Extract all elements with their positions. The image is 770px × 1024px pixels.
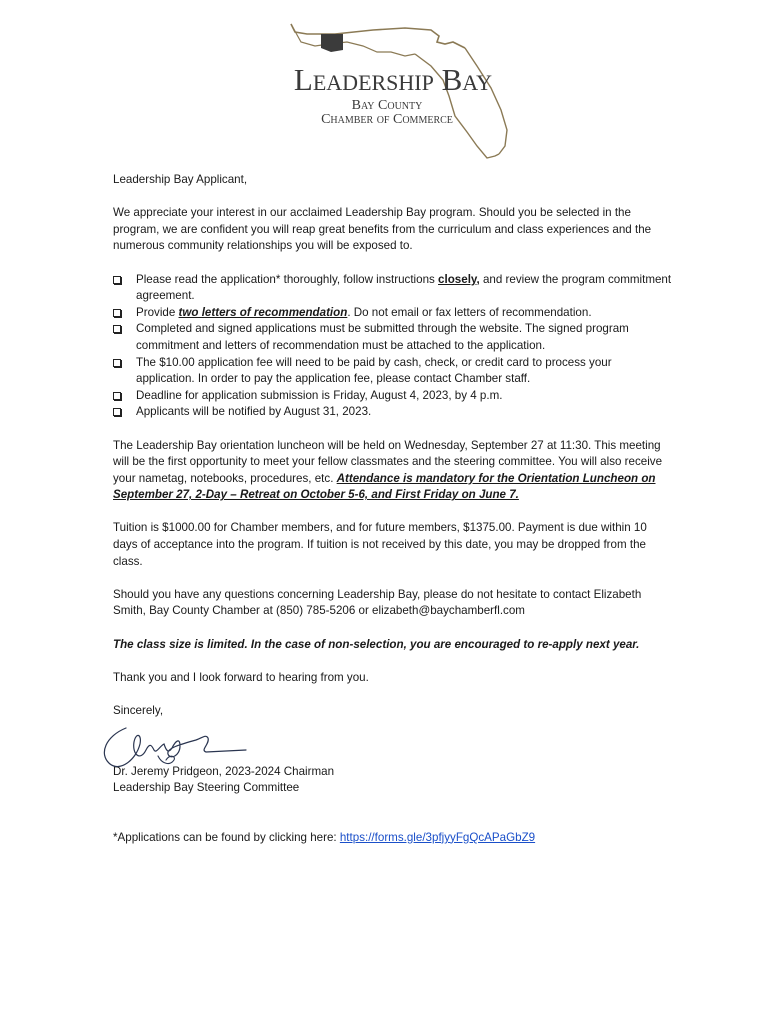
checkbox-bullet-icon [113, 325, 121, 333]
list-item-text: . Do not email or fax letters of recommendation. [347, 305, 592, 319]
checkbox-bullet-icon [113, 276, 121, 284]
intro-paragraph: We appreciate your interest in our acclaimed Leadership Bay program. Should you be selected in the program, we are confident you will reap great benefits from the curriculum and class experiences and the numerous community relationships you will be exposed to. [113, 206, 652, 253]
logo-title: Leadership Bay [293, 62, 493, 97]
thanks-paragraph: Thank you and I look forward to hearing from you. [113, 670, 369, 684]
list-item [113, 355, 673, 388]
signer-name: Dr. Jeremy Pridgeon, 2023-2024 Chairman [113, 764, 335, 778]
signature-image [96, 720, 256, 780]
list-item [113, 272, 673, 305]
luncheon-paragraph [113, 438, 673, 504]
checkbox-bullet-icon [113, 392, 121, 400]
list-item [113, 305, 673, 322]
list-item-text: Deadline for application submission is Friday, August 4, 2023, by 4 p.m. [136, 388, 503, 402]
footnote-text: *Applications can be found by clicking here: [113, 830, 340, 844]
emphasis-text: two letters of recommendation [178, 305, 348, 319]
logo-subtitle-chamber: Chamber of Commerce [321, 112, 453, 127]
list-item-text: Please read the application* thoroughly, follow instructions [136, 272, 439, 286]
list-item [113, 321, 673, 354]
emphasis-text: closely, [438, 272, 480, 286]
questions-paragraph: Should you have any questions concerning Leadership Bay, please do not hesitate to contact Elizabeth Smith, Bay County Chamber at (850) 785-5206 or elizabeth@baychamberfl.com [113, 587, 642, 618]
list-item-text: The $10.00 application fee will need to be paid by cash, check, or credit card to process your application. In order to pay the application fee, please contact Chamber staff. [136, 355, 612, 386]
logo-subtitle-county: Bay County [351, 98, 423, 113]
list-item-text: Completed and signed applications must be submitted through the website. The signed program commitment and letters of recommendation must be attached to the application. [136, 322, 629, 352]
leadership-bay-logo [255, 22, 517, 162]
salutation: Leadership Bay Applicant, [113, 173, 248, 186]
closing: Sincerely, [113, 704, 164, 717]
list-item-text: Applicants will be notified by August 31, 2023. [136, 405, 372, 419]
list-item-text: and review the program commitment agreement. [136, 272, 672, 303]
tuition-paragraph: Tuition is $1000.00 for Chamber members, and for future members, $1375.00. Payment is due within 10 days of acceptance into the program. If tuition is not received by this date, you may be dropped from the class. [113, 521, 647, 568]
list-item [113, 404, 673, 421]
list-item [113, 388, 673, 405]
application-form-link[interactable]: https://forms.gle/3pfjyyFgQcAPaGbZ9 [339, 830, 536, 844]
checkbox-bullet-icon [113, 309, 121, 317]
list-item-text: Provide [136, 305, 179, 319]
requirements-list [113, 272, 673, 421]
luncheon-text: The Leadership Bay orientation luncheon will be held on Wednesday, September 27 at 11:30. This meeting will be the first opportunity to meet your fellow classmates and the steering committee. You will also receive your nametag, notebooks, procedures, etc. [113, 438, 663, 485]
footnote [113, 830, 673, 847]
class-size-notice: The class size is limited. In the case of non-selection, you are encouraged to re-apply next year. [113, 637, 640, 651]
attendance-notice: Attendance is mandatory for the Orientation Luncheon on September 27, 2-Day – Retreat on October 5-6, and First Friday on June 7. [113, 471, 656, 502]
signer-organization: Leadership Bay Steering Committee [113, 781, 300, 795]
checkbox-bullet-icon [113, 408, 121, 416]
checkbox-bullet-icon [113, 359, 121, 367]
